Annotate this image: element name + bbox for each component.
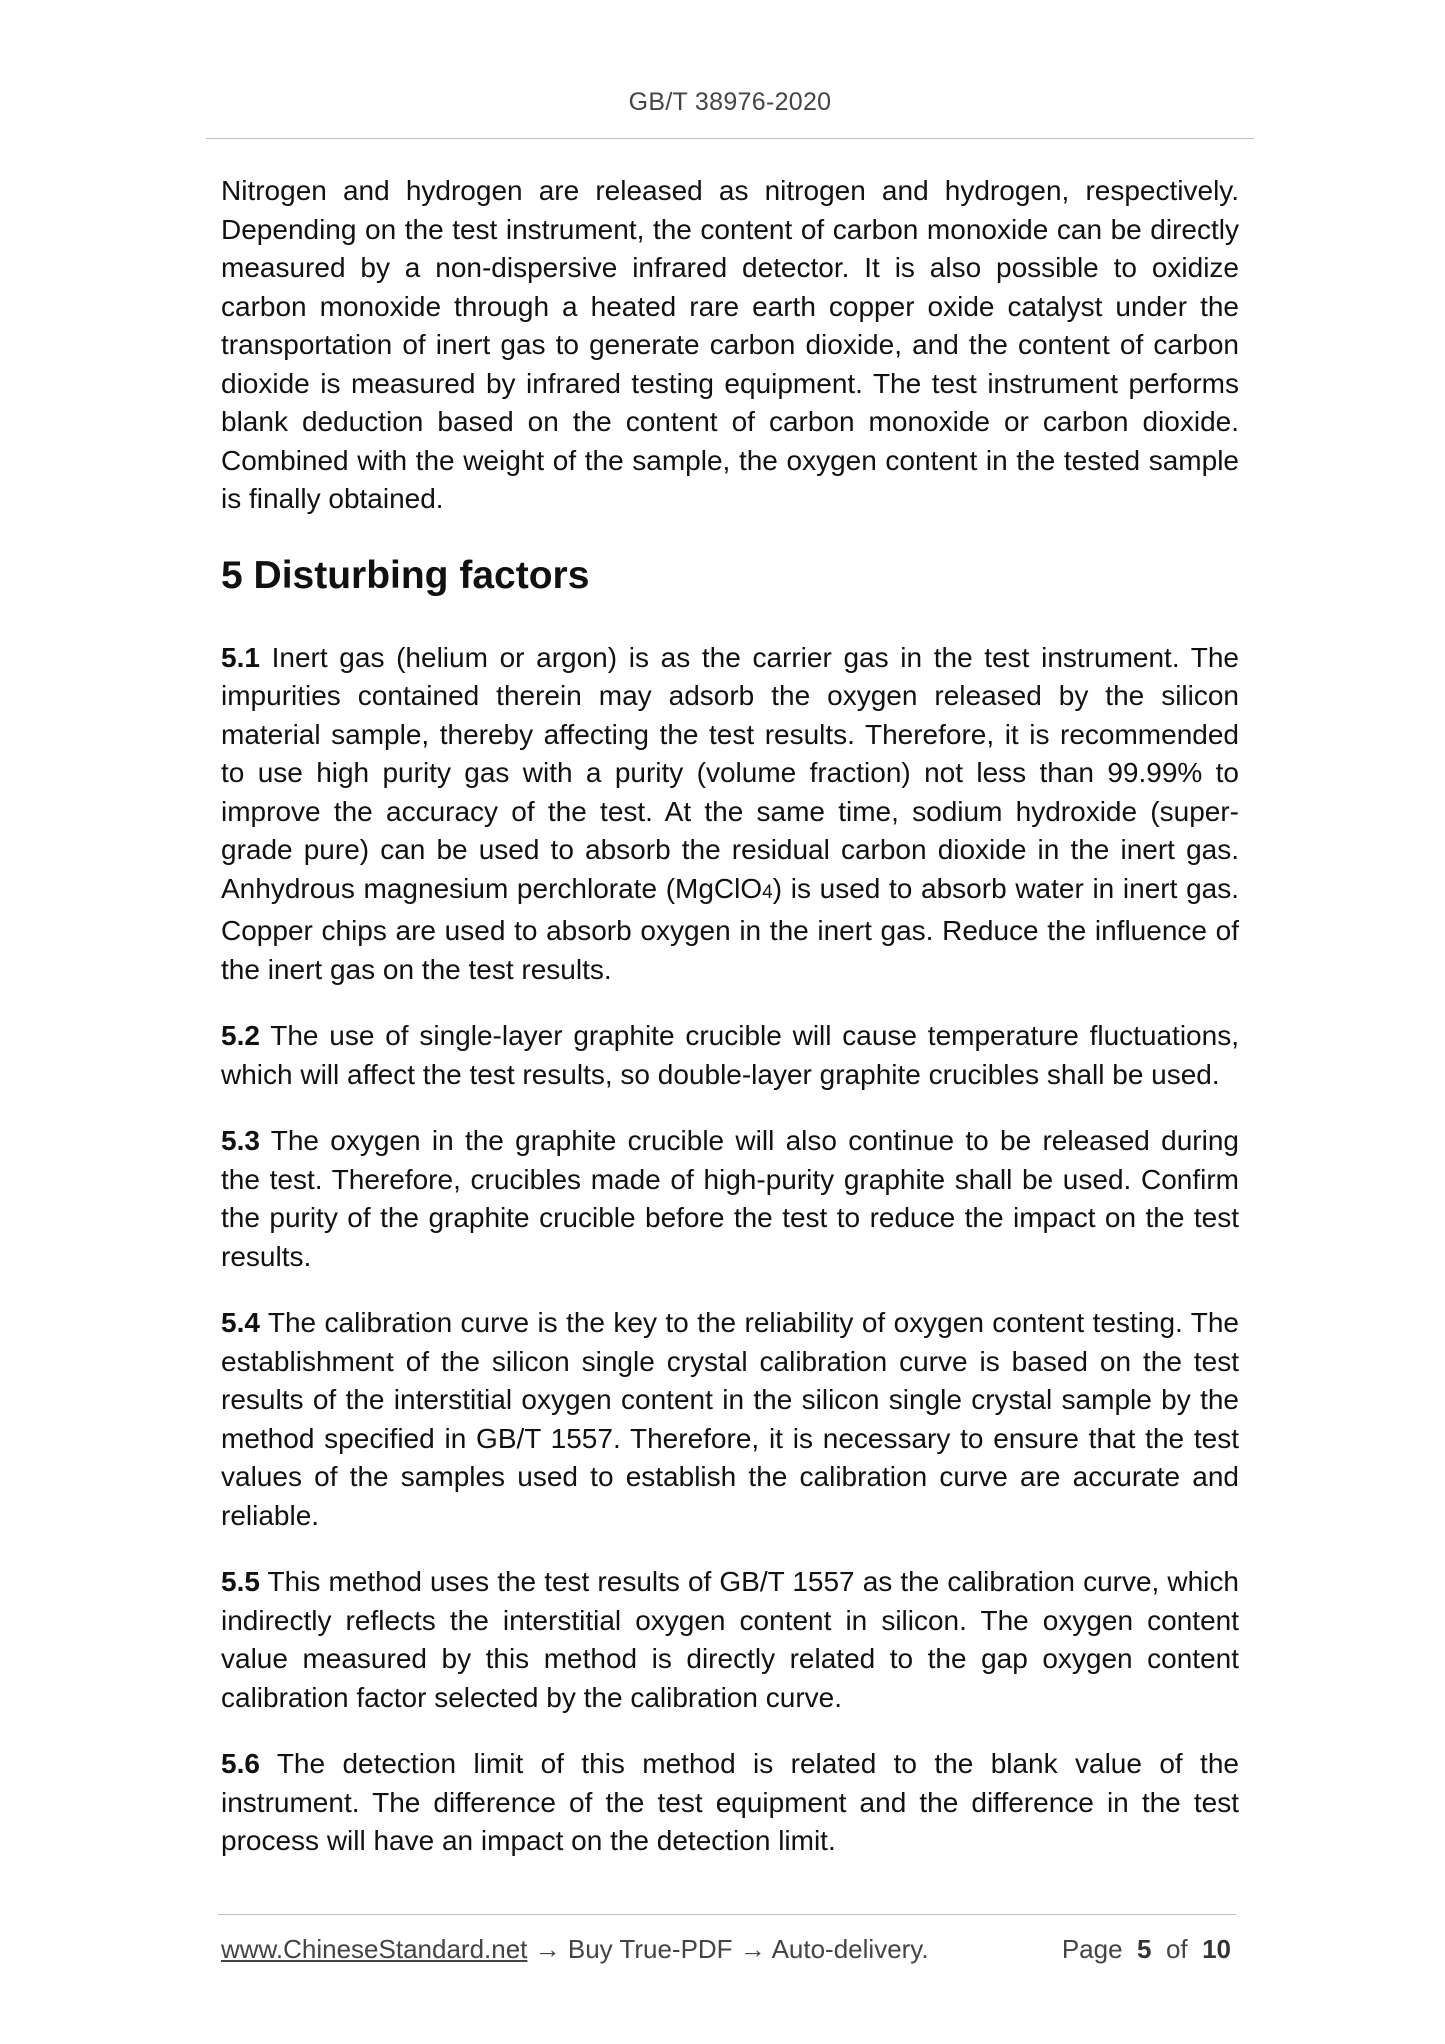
clause-number: 5.3 xyxy=(221,1125,260,1156)
chemical-formula: MgClO xyxy=(675,872,763,904)
clause-number: 5.2 xyxy=(221,1020,260,1051)
site-link[interactable]: www.ChineseStandard.net xyxy=(221,1934,528,1964)
document-body xyxy=(221,172,1239,1861)
clause-5-1 xyxy=(221,639,1239,990)
clause-5-4 xyxy=(221,1304,1239,1535)
clause-text: This method uses the test results of GB/T 1557 as the calibration curve, which indirectly reflects the interstitial oxygen content in silicon. The oxygen content value measured by this method is directly related to the gap oxygen content calibration factor selected by the calibration curve. xyxy=(221,1566,1239,1713)
clause-text: The use of single-layer graphite crucible will cause temperature fluctuations, which will affect the test results, so double-layer graphite crucibles shall be used. xyxy=(221,1020,1239,1090)
page-of-label: of xyxy=(1165,1934,1188,1964)
clause-text: The calibration curve is the key to the reliability of oxygen content testing. The establishment of the silicon single crystal calibration curve is based on the test results of the interstitial oxygen content in the silicon single crystal sample by the method specified in GB/T 1557. Therefore, it is necessary to ensure that the test values of the samples used to establish the calibration curve are accurate and reliable. xyxy=(221,1307,1239,1531)
page-footer xyxy=(221,1934,1231,1974)
page-header-standard-code: GB/T 38976-2020 xyxy=(628,88,832,116)
intro-paragraph: Nitrogen and hydrogen are released as nitrogen and hydrogen, respectively. Depending on the test instrument, the content of carbon monoxide can be directly measured by a non-dispersive infrared detector. It is also possible to oxidize carbon monoxide through a heated rare earth copper oxide catalyst under the transportation of inert gas to generate carbon dioxide, and the content of carbon dioxide is measured by infrared testing equipment. The test instrument performs blank deduction based on the content of carbon monoxide or carbon dioxide. Combined with the weight of the sample, the oxygen content in the tested sample is finally obtained. xyxy=(221,175,1239,514)
clause-number: 5.6 xyxy=(221,1748,260,1779)
clause-number: 5.5 xyxy=(221,1566,260,1597)
page-total: 10 xyxy=(1202,1934,1231,1964)
clause-text: The detection limit of this method is related to the blank value of the instrument. The difference of the test equipment and the difference in the test process will have an impact on the detection limit. xyxy=(221,1748,1239,1856)
clause-5-6 xyxy=(221,1745,1239,1861)
clause-number: 5.4 xyxy=(221,1307,260,1338)
formula-subscript: 4 xyxy=(762,881,773,903)
clause-text: The oxygen in the graphite crucible will also continue to be released during the test. Therefore, crucibles made of high-purity graphite shall be used. Confirm the purity of the graphite crucible before the test to reduce the impact on the test results. xyxy=(221,1125,1239,1272)
clause-5-3 xyxy=(221,1122,1239,1276)
footer-divider xyxy=(218,1914,1236,1915)
header-divider xyxy=(206,138,1254,139)
clause-5-2 xyxy=(221,1017,1239,1094)
clause-text-continued: ) is used to absorb water in inert gas. Copper chips are used to absorb oxygen in the inert gas. Reduce the influence of the inert gas on the test results. xyxy=(221,872,1239,985)
page-label: Page xyxy=(1061,1934,1123,1964)
section-title: 5 Disturbing factors xyxy=(221,553,590,597)
clause-text: Inert gas (helium or argon) is as the carrier gas in the test instrument. The impurities contained therein may adsorb the oxygen released by the silicon material sample, thereby affecting the test results. Therefore, it is recommended to use high purity gas with a purity (volume fraction) not less than 99.99% to improve the accuracy of the test. At the same time, sodium hydroxide (super-grade pure) can be used to absorb the residual carbon dioxide in the inert gas. Anhydrous magnesium perchlorate ( xyxy=(221,641,1239,904)
page-number xyxy=(1062,1934,1231,1965)
clause-number: 5.1 xyxy=(221,641,260,673)
page-current: 5 xyxy=(1137,1934,1152,1964)
clause-5-5 xyxy=(221,1563,1239,1717)
promo-text: → Buy True-PDF → Auto-delivery. xyxy=(527,1934,929,1964)
footer-promo xyxy=(221,1934,929,1965)
